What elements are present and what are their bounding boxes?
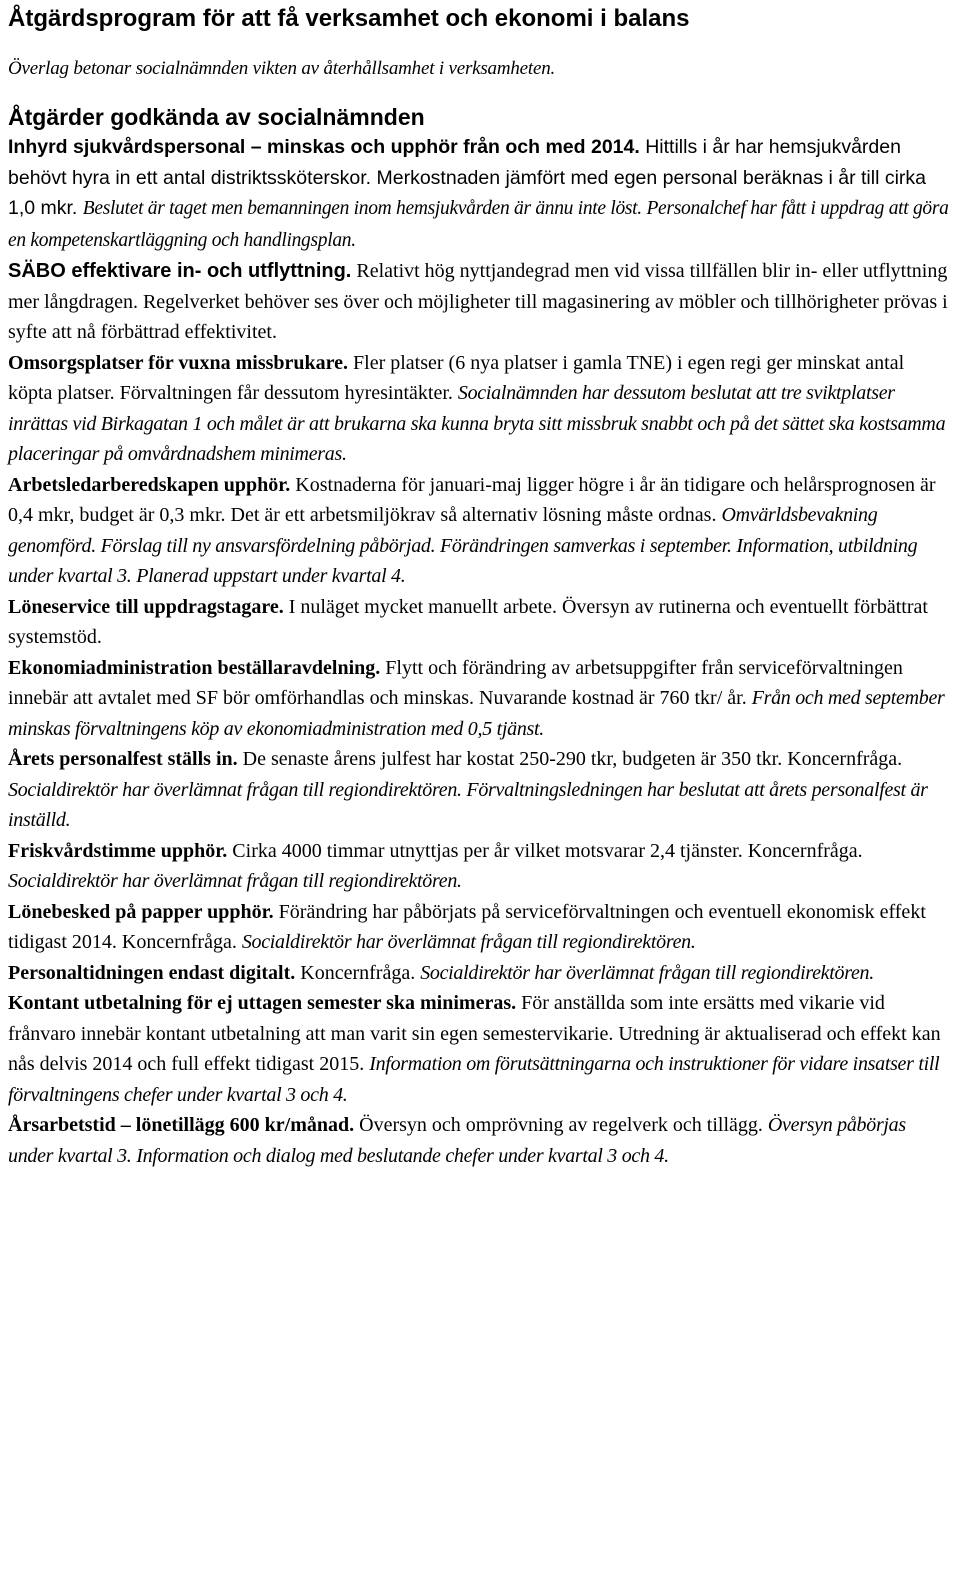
section-heading: Årsarbetstid – lönetillägg 600 kr/månad. xyxy=(8,1114,355,1136)
section-ekonomiadministration xyxy=(8,653,952,745)
section-text: Cirka 4000 timmar utnyttjas per år vilket motsvarar 2,4 tjänster. Koncernfråga. xyxy=(227,839,863,862)
section-arbetsledarberedskap xyxy=(8,470,952,592)
intro-text: Överlag betonar socialnämnden vikten av återhållsamhet i verksamheten. xyxy=(8,58,556,79)
section-friskvardstimme xyxy=(8,836,952,897)
section-italic: Från och med september minskas förvaltningens köp av ekonomiadministration med 0,5 tjänst. xyxy=(8,687,945,740)
section-omsorgsplatser xyxy=(8,348,952,470)
section-italic: Socialdirektör har överlämnat frågan till regiondirektören. xyxy=(420,961,874,984)
section-arsarbetstid xyxy=(8,1110,952,1171)
section-text: Relativt hög nyttjandegrad men vid vissa tillfällen blir in- eller utflyttning mer långdragen. Regelverket behöver ses över och möjligheter till magasinering av möbler och tillhörigheter prövas i syfte att nå förbättrad effektivitet. xyxy=(8,260,948,343)
section-heading: Ekonomiadministration beställaravdelning. xyxy=(8,656,381,679)
section-inhyrd-personal xyxy=(8,132,952,256)
section-sabo xyxy=(8,256,952,348)
section-heading: SÄBO effektivare in- och utflyttning. xyxy=(8,260,352,282)
section-heading: Lönebesked på papper upphör. xyxy=(8,900,274,923)
section-heading: Omsorgsplatser för vuxna missbrukare. xyxy=(8,351,349,374)
section-heading: Inhyrd sjukvårdspersonal – minskas och upphör från och med 2014. xyxy=(8,136,640,158)
section-text: Koncernfråga. xyxy=(295,961,421,984)
section-italic: Omvärldsbevakning genomförd. Förslag till ny ansvarsfördelning påbörjad. Förändringen samverkas i september. Information, utbildning under kvartal 3. Planerad uppstart under kvartal 4. xyxy=(8,504,918,587)
section-text: Förändring har påbörjats på serviceförvaltningen och eventuell ekonomisk effekt tidigast 2014. Koncernfråga. xyxy=(8,900,926,953)
section-heading: Arbetsledarberedskapen upphör. xyxy=(8,473,291,496)
section-heading: Friskvårdstimme upphör. xyxy=(8,839,228,862)
section-italic: Översyn påbörjas under kvartal 3. Information och dialog med beslutande chefer under kvartal 3 och 4. xyxy=(8,1114,906,1167)
section-subtitle: Åtgärder godkända av socialnämnden xyxy=(8,104,425,130)
section-kontant-utbetalning xyxy=(8,988,952,1110)
section-italic: Socialdirektör har överlämnat frågan till regiondirektören. xyxy=(8,870,462,892)
section-text: För anställda som inte ersätts med vikarie vid frånvaro innebär kontant utbetalning att man varit sin egen semestervikarie. Utredning är aktualiserad och effekt kan nås delvis 2014 och full effekt tidigast 2015. xyxy=(8,992,941,1075)
section-italic: Beslutet är taget men bemanningen inom hemsjukvården är ännu inte löst. Personalchef har fått i uppdrag att göra en kompetenskartläggning och handlingsplan. xyxy=(8,198,949,251)
section-text: Flytt och förändring av arbetsuppgifter från serviceförvaltningen innebär att avtalet med SF bör omförhandlas och minskas. Nuvarande kostnad är 760 tkr/ år. xyxy=(8,656,903,709)
section-text: Kostnaderna för januari-maj ligger högre i år än tidigare och helårsprognosen är 0,4 mkr, budget är 0,3 mkr. Det är ett arbetsmiljökrav så alternativ lösning måste ordnas. xyxy=(8,473,936,526)
section-heading: Löneservice till uppdragstagare. xyxy=(8,595,284,618)
section-heading: Personaltidningen endast digitalt. xyxy=(8,961,296,984)
section-italic: Information om förutsättningarna och instruktioner för vidare insatser till förvaltningens chefer under kvartal 3 och 4. xyxy=(8,1053,940,1106)
section-text: Fler platser (6 nya platser i gamla TNE) i egen regi ger minskat antal köpta platser. Förvaltningen får dessutom hyresintäkter. xyxy=(8,351,905,404)
document-page xyxy=(8,0,952,1171)
document-title: Åtgärdsprogram för att få verksamhet och ekonomi i balans xyxy=(8,5,690,32)
section-italic: Socialdirektör har överlämnat frågan till regiondirektören. xyxy=(241,931,696,953)
section-text: Översyn och omprövning av regelverk och tillägg. xyxy=(354,1114,768,1136)
section-italic: Socialdirektör har överlämnat frågan till regiondirektören. Förvaltningsledningen har beslutat att årets personalfest är inställd. xyxy=(8,778,928,831)
section-loneservice xyxy=(8,592,952,653)
section-heading: Kontant utbetalning för ej uttagen semester ska minimeras. xyxy=(8,992,517,1014)
section-italic: Socialnämnden har dessutom beslutat att tre sviktplatser inrättas vid Birkagatan 1 och målet är att brukarna ska kunna bryta sitt missbruk snabbt och på det sättet ska kostsamma placeringar på omvårdnadshem minimeras. xyxy=(8,382,946,465)
section-lonebesked xyxy=(8,897,952,958)
section-personalfest xyxy=(8,744,952,836)
section-heading: Årets personalfest ställs in. xyxy=(8,748,238,770)
section-text: Hittills i år har hemsjukvården behövt hyra in ett antal distriktssköterskor. Merkostnaden jämfört med egen personal beräknas i år till cirka 1,0 mkr. xyxy=(8,136,927,219)
section-personaltidningen xyxy=(8,958,952,989)
section-text: I nuläget mycket manuellt arbete. Översyn av rutinerna och eventuellt förbättrat systemstöd. xyxy=(8,595,928,648)
section-text: De senaste årens julfest har kostat 250-290 tkr, budgeten är 350 tkr. Koncernfråga. xyxy=(237,748,903,770)
